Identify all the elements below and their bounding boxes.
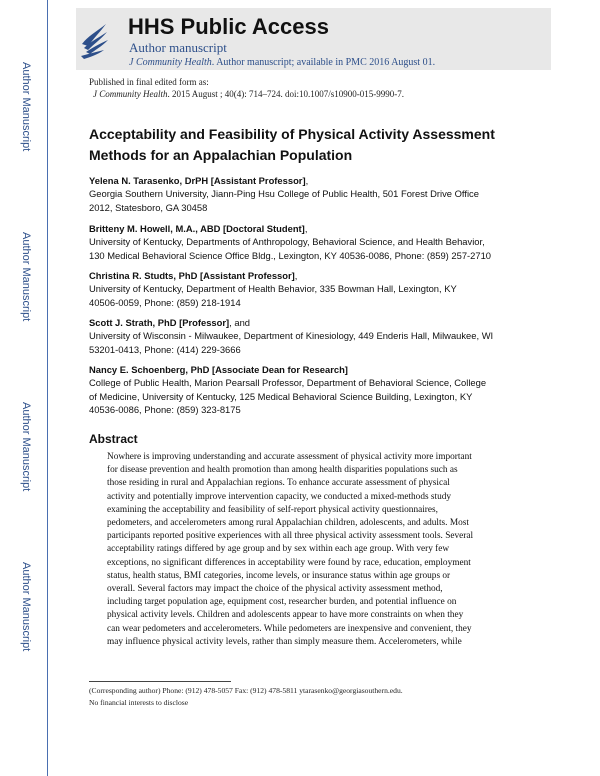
abstract-line: exceptions, no significant differences in acceptability were found by race, education, employment <box>107 557 471 568</box>
abstract-line: those residing in rural and Appalachian regions. To enhance accurate assessment of physical <box>107 478 450 489</box>
affiliation-line: of Medicine, University of Kentucky, 125 Medical Behavioral Science Building, Lexington, KY <box>89 390 473 402</box>
disclosure-note: No financial interests to disclose <box>89 698 189 707</box>
author-block: Yelena N. Tarasenko, DrPH [Assistant Professor], Georgia Southern University, Jiann-Ping Hsu College of Public Health, 501 Forest Drive Office 2012, Statesboro, GA 30458 <box>89 174 549 214</box>
author-manuscript-side-label: Author Manuscript <box>20 402 32 492</box>
author-name: Nancy E. Schoenberg, PhD [Associate Dean for Research] <box>89 364 348 375</box>
affiliation-line: 40536-0086, Phone: (859) 323-8175 <box>89 404 241 416</box>
author-block <box>89 363 549 417</box>
abstract-body <box>107 451 527 649</box>
affiliation-line: 2012, Statesboro, GA 30458 <box>89 201 208 213</box>
manuscript-availability: J Community Health. Author manuscript; available in PMC 2016 August 01. <box>129 57 436 68</box>
abstract-line: physical activity levels. Children and adolescents appear to have more constraints on when they <box>107 610 464 621</box>
abstract-line: overall. Several factors may impact the choice of the physical activity assessment method, <box>107 584 443 595</box>
corresponding-author-note: (Corresponding author) Phone: (912) 478-5057 Fax: (912) 478-5811 ytarasenko@georgiasouthern.edu. <box>89 686 403 695</box>
hhs-eagle-logo-icon <box>78 14 110 62</box>
abstract-line: can wear pedometers and accelerometers. While pedometers are inexpensive and convenient, they <box>107 623 472 634</box>
abstract-line: status, health status, BMI categories, income levels, or insurance status within age groups or <box>107 570 451 581</box>
abstract-line: for disease prevention and health promotion than among health disparities populations such as <box>107 465 458 476</box>
author-name: Scott J. Strath, PhD [Professor] <box>89 317 230 328</box>
abstract-line: examining the acceptability and feasibility of self-report physical activity questionnaires, <box>107 504 438 515</box>
affiliation-line: Georgia Southern University, Jiann-Ping Hsu College of Public Health, 501 Forest Drive Office <box>89 188 479 200</box>
author-manuscript-side-label: Author Manuscript <box>20 62 32 152</box>
abstract-line: may influence physical activity levels, rather than simply measure them. Accelerometers, while <box>107 636 462 647</box>
affiliation-line: University of Wisconsin - Milwaukee, Department of Kinesiology, 449 Enderis Hall, Milwaukee, WI <box>89 330 494 342</box>
author-name: Yelena N. Tarasenko, DrPH [Assistant Professor] <box>89 175 306 186</box>
abstract-line: pedometers, and accelerometers among rural Appalachian children, adolescents, and adults. Most <box>107 518 469 529</box>
citation: J Community Health. 2015 August ; 40(4): 714–724. doi:10.1007/s10900-015-9990-7. <box>93 89 404 99</box>
affiliation-line: University of Kentucky, Departments of Anthropology, Behavioral Science, and Health Behavior, <box>89 236 485 248</box>
affiliation-line: 130 Medical Behavioral Science Office Bldg., Lexington, KY 40536-0086, Phone: (859) 257-2710 <box>89 249 492 261</box>
author-name: Christina R. Studts, PhD [Assistant Professor] <box>89 270 295 281</box>
affiliation-line: University of Kentucky, Department of Health Behavior, 335 Bowman Hall, Lexington, KY <box>89 283 457 295</box>
author-manuscript-subtitle: Author manuscript <box>129 40 227 55</box>
affiliation-line: 53201-0413, Phone: (414) 229-3666 <box>89 343 241 355</box>
margin-rule <box>47 0 48 776</box>
abstract-line: participants reported positive experiences with all three physical activity assessment tools. Several <box>107 531 474 542</box>
abstract-heading: Abstract <box>89 432 138 446</box>
published-in-label: Published in final edited form as: <box>89 77 209 87</box>
article-title: Acceptability and Feasibility of Physical Activity Assessment Methods for an Appalachian Population <box>89 126 495 163</box>
author-manuscript-side-label: Author Manuscript <box>20 232 32 322</box>
abstract-line: acceptability ratings differed by age group and by sex within each age group. With very few <box>107 544 450 555</box>
abstract-line: including target population age, equipment cost, researcher burden, and potential influence on <box>107 597 457 608</box>
affiliation-line: 40506-0059, Phone: (859) 218-1914 <box>89 296 241 308</box>
hhs-public-access-title: HHS Public Access <box>128 14 329 39</box>
affiliation-line: College of Public Health, Marion Pearsall Professor, Department of Behavioral Science, College <box>89 377 487 389</box>
author-name: Britteny M. Howell, M.A., ABD [Doctoral Student] <box>89 223 305 234</box>
author-manuscript-side-label: Author Manuscript <box>20 562 32 652</box>
author-block: Britteny M. Howell, M.A., ABD [Doctoral Student], University of Kentucky, Departments of Anthropology, Behavioral Science, and Health Behavior, 130 Medical Behavioral Science Office Bldg., Lexington, KY 40536-0086, Phone: (859) 257-2710 <box>89 222 549 262</box>
author-block: Scott J. Strath, PhD [Professor], and University of Wisconsin - Milwaukee, Department of Kinesiology, 449 Enderis Hall, Milwaukee, WI 53201-0413, Phone: (414) 229-3666 <box>89 316 549 356</box>
author-block: Christina R. Studts, PhD [Assistant Professor], University of Kentucky, Department of Health Behavior, 335 Bowman Hall, Lexington, KY 40506-0059, Phone: (859) 218-1914 <box>89 269 549 309</box>
footnote-divider <box>89 681 231 682</box>
abstract-line: activity and potentially improve intervention capacity, we conducted a mixed-methods study <box>107 491 452 502</box>
abstract-line: Nowhere is improving understanding and accurate assessment of physical activity more important <box>107 452 472 462</box>
